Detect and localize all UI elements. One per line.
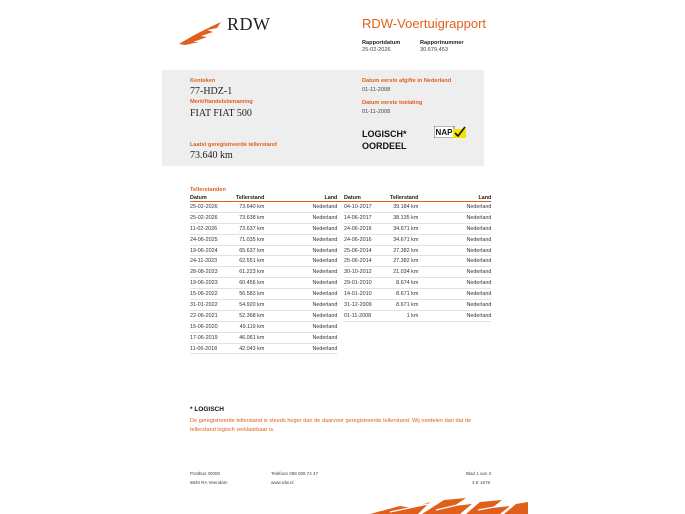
row-reading: 34.671 km xyxy=(390,223,418,234)
row-reading: 60.456 km xyxy=(236,278,264,289)
row-reading: 8.671 km xyxy=(390,300,418,311)
row-date: 24-06-2016 xyxy=(344,223,390,234)
plate-value: 77-HDZ-1 xyxy=(190,86,233,97)
col-reading-header: Tellerstand xyxy=(390,195,419,201)
odometer-table-right xyxy=(344,194,491,322)
row-date: 19-06-2024 xyxy=(190,245,236,256)
row-reading: 34.671 km xyxy=(390,234,418,245)
row-date: 24-11-2023 xyxy=(190,256,236,267)
table-row xyxy=(190,278,337,289)
table-row xyxy=(344,278,491,289)
row-date: 30-10-2012 xyxy=(344,267,390,278)
footer-address-line1: Postbus 30000 xyxy=(190,471,221,476)
row-country: Nederland xyxy=(264,343,337,354)
note-text: De geregistreerde tellerstand is steeds hoger dan de daarvoor geregistreerde tellerstand. Wij oordelen dan dat de tellerstand logisch verklaarbaar is. xyxy=(190,418,472,433)
nap-logo-text: NAP xyxy=(435,128,453,137)
row-country: Nederland xyxy=(418,289,491,300)
row-date: 25-06-2014 xyxy=(344,245,390,256)
row-date: 15-06-2020 xyxy=(190,321,236,332)
row-country: Nederland xyxy=(264,212,337,223)
row-country: Nederland xyxy=(418,212,491,223)
row-country: Nederland xyxy=(418,234,491,245)
row-reading: 62.551 km xyxy=(236,256,264,267)
table-row xyxy=(344,202,491,212)
table-row xyxy=(344,256,491,267)
row-date: 19-06-2023 xyxy=(190,278,236,289)
row-date: 24-06-2016 xyxy=(344,234,390,245)
row-country: Nederland xyxy=(418,310,491,321)
table-row xyxy=(344,223,491,234)
row-date: 31-01-2022 xyxy=(190,300,236,311)
document-title: RDW-Voertuigrapport xyxy=(362,16,487,31)
first-admission-nl-label: Datum eerste afgifte in Nederland xyxy=(362,78,452,84)
row-date: 29-01-2010 xyxy=(344,278,390,289)
row-country: Nederland xyxy=(264,223,337,234)
brand-label: Merk/Handelsbenaming xyxy=(190,99,253,105)
row-reading: 38.135 km xyxy=(390,212,418,223)
footer-address-line2: 9640 RA Veendam xyxy=(190,480,228,485)
report-number-label: Rapportnummer xyxy=(420,40,464,46)
table-row xyxy=(190,310,337,321)
row-country: Nederland xyxy=(264,278,337,289)
col-country-header: Land xyxy=(478,195,492,201)
row-country: Nederland xyxy=(264,300,337,311)
first-admission-value: 01-11-2008 xyxy=(362,109,391,115)
brand-value: FIAT FIAT 500 xyxy=(190,108,252,119)
footer-phone: Telefoon 088 008 74 47 xyxy=(271,471,319,476)
row-reading: 56.583 km xyxy=(236,289,264,300)
table-header-row xyxy=(190,194,337,202)
row-country: Nederland xyxy=(264,310,337,321)
row-reading: 71.035 km xyxy=(236,234,264,245)
row-reading: 73.638 km xyxy=(236,212,264,223)
row-reading: 8.674 km xyxy=(390,278,418,289)
table-row xyxy=(190,300,337,311)
table-row xyxy=(344,212,491,223)
row-date: 04-10-2017 xyxy=(344,202,390,212)
first-admission-label: Datum eerste toelating xyxy=(362,100,423,106)
row-country: Nederland xyxy=(418,245,491,256)
row-country: Nederland xyxy=(264,332,337,343)
row-date: 14-01-2010 xyxy=(344,289,390,300)
row-date: 25-02-2026 xyxy=(190,212,236,223)
table-row xyxy=(190,332,337,343)
row-country: Nederland xyxy=(418,202,491,212)
row-country: Nederland xyxy=(264,202,337,212)
row-date: 25-06-2014 xyxy=(344,256,390,267)
table-row xyxy=(190,234,337,245)
row-country: Nederland xyxy=(264,289,337,300)
row-reading: 21.034 km xyxy=(390,267,418,278)
report-date-label: Rapportdatum xyxy=(362,40,401,46)
footer-code: 3 E 1679 xyxy=(472,480,491,485)
row-country: Nederland xyxy=(418,278,491,289)
row-date: 28-08-2023 xyxy=(190,267,236,278)
row-country: Nederland xyxy=(418,300,491,311)
row-country: Nederland xyxy=(418,267,491,278)
row-reading: 49.119 km xyxy=(236,321,264,332)
row-reading: 73.637 km xyxy=(236,223,264,234)
row-date: 25-02-2026 xyxy=(190,202,236,212)
row-reading: 1 km xyxy=(390,310,418,321)
table-row xyxy=(344,245,491,256)
row-reading: 65.637 km xyxy=(236,245,264,256)
row-country: Nederland xyxy=(264,245,337,256)
table-row xyxy=(190,289,337,300)
table-row xyxy=(344,300,491,311)
note-title: * LOGISCH xyxy=(190,406,224,413)
odometer-table-right-body xyxy=(344,202,491,321)
odometer-section-title: Tellerstanden xyxy=(190,187,226,193)
row-reading: 61.223 km xyxy=(236,267,264,278)
row-country: Nederland xyxy=(418,256,491,267)
row-reading: 27.382 km xyxy=(390,245,418,256)
row-date: 22-06-2021 xyxy=(190,310,236,321)
table-header-row xyxy=(344,194,491,202)
row-reading: 52.368 km xyxy=(236,310,264,321)
table-row xyxy=(190,212,337,223)
row-country: Nederland xyxy=(264,234,337,245)
table-row xyxy=(344,310,491,321)
table-row xyxy=(344,234,491,245)
row-date: 17-06-2019 xyxy=(190,332,236,343)
row-date: 01-11-2008 xyxy=(344,310,390,321)
row-reading: 27.382 km xyxy=(390,256,418,267)
report-date: 25-02-2026 xyxy=(362,47,391,53)
row-reading: 8.671 km xyxy=(390,289,418,300)
col-date-header: Datum xyxy=(190,195,207,201)
row-reading: 39.184 km xyxy=(390,202,418,212)
table-row xyxy=(190,256,337,267)
report-number: 30.679.453 xyxy=(420,47,448,53)
row-reading: 73.640 km xyxy=(236,202,264,212)
row-date: 15-06-2022 xyxy=(190,289,236,300)
nap-logo-icon xyxy=(434,126,466,138)
row-reading: 42.043 km xyxy=(236,343,264,354)
rdw-logo-text: RDW xyxy=(227,14,271,34)
footer-website: www.rdw.nl xyxy=(271,480,294,485)
odometer-table-left-body xyxy=(190,202,337,354)
row-date: 11-06-2018 xyxy=(190,343,236,354)
last-odometer-value: 73.640 km xyxy=(190,150,233,161)
table-row xyxy=(190,343,337,354)
table-row xyxy=(344,267,491,278)
row-country: Nederland xyxy=(264,321,337,332)
rdw-wing-decoration-icon xyxy=(370,494,528,514)
table-row xyxy=(190,245,337,256)
plate-label: Kenteken xyxy=(190,78,216,84)
table-row xyxy=(190,202,337,212)
row-country: Nederland xyxy=(264,256,337,267)
footer-page: Blad 1 van 3 xyxy=(466,471,492,476)
verdict-line-2: OORDEEL xyxy=(362,141,407,151)
row-country: Nederland xyxy=(264,267,337,278)
table-row xyxy=(190,267,337,278)
table-row xyxy=(344,289,491,300)
row-date: 14-06-2017 xyxy=(344,212,390,223)
col-reading-header: Tellerstand xyxy=(236,195,265,201)
verdict-line-1: LOGISCH* xyxy=(362,129,407,139)
col-date-header: Datum xyxy=(344,195,361,201)
row-date: 11-02-2026 xyxy=(190,223,236,234)
col-country-header: Land xyxy=(324,195,338,201)
table-row xyxy=(190,223,337,234)
odometer-table-left xyxy=(190,194,337,354)
first-admission-nl-value: 01-11-2008 xyxy=(362,87,391,93)
row-country: Nederland xyxy=(418,223,491,234)
row-reading: 46.061 km xyxy=(236,332,264,343)
row-date: 24-06-2025 xyxy=(190,234,236,245)
row-reading: 54.920 km xyxy=(236,300,264,311)
table-row xyxy=(190,321,337,332)
last-odometer-label: Laatst geregistreerde tellerstand xyxy=(190,142,277,148)
verdict-text xyxy=(362,128,432,152)
row-date: 31-12-2009 xyxy=(344,300,390,311)
rdw-wing-logo-icon xyxy=(177,20,223,46)
